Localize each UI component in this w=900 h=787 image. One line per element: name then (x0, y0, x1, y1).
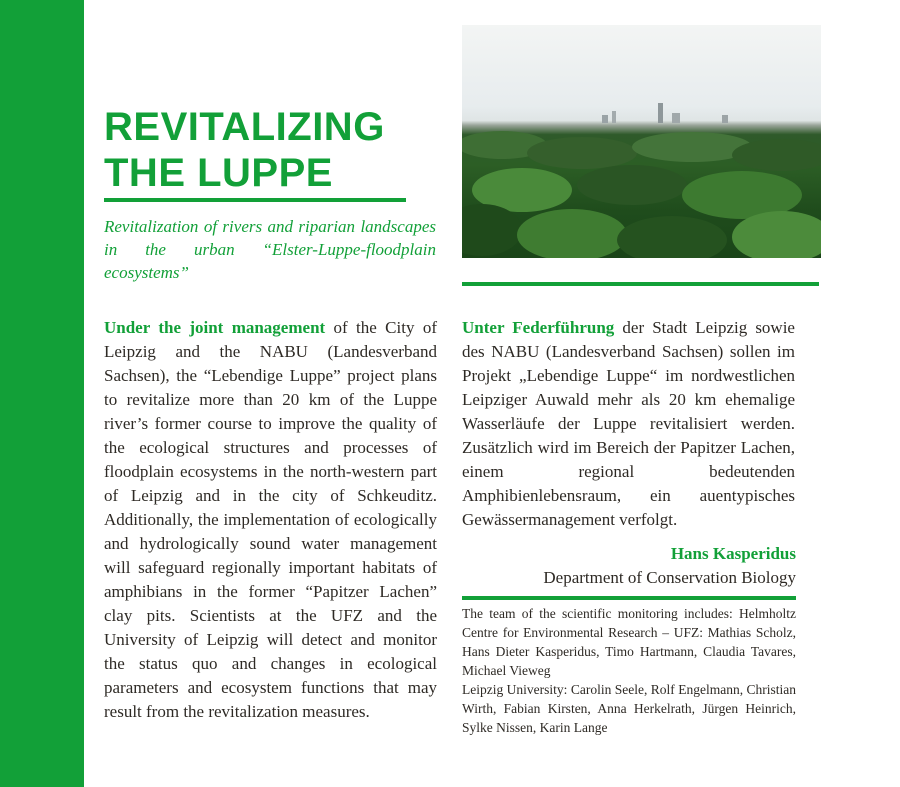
author-block (543, 542, 796, 590)
english-body: of the City of Leipzig and the NABU (Landesverband Sachsen), the “Lebendige Luppe” project plans to revitalize more than 20 km of the Luppe river’s former course to improve the quality of the ecological structures and processes of floodplain ecosystems in the north-western part of Leipzig and in the city of Schkeuditz. Additionally, the implementation of ecologically and hydrologically sound water management will safeguard regionally important habitats of amphibians in the former “Papitzer Lachen” clay pits. Scientists at the UFZ and the University of Leipzig will detect and monitor the status quo and changes in ecological parameters and ecosystem functions that may result from the revitalization measures. (104, 318, 437, 721)
author-name: Hans Kasperidus (670, 544, 796, 563)
team-credits (462, 604, 796, 737)
english-article (104, 316, 437, 724)
forest-skyline-photo (462, 25, 821, 258)
title-line-1: REVITALIZING (104, 105, 385, 149)
team-ufz: The team of the scientific monitoring includes: Helmholtz Centre for Environmental Research – UFZ: Mathias Scholz, Hans Dieter Kasperidus, Timo Hartmann, Claudia Tavares, Michael Vieweg (462, 606, 796, 678)
german-body: der Stadt Leipzig sowie des NABU (Landesverband Sachsen) sollen im Projekt „Lebendige Luppe“ im nordwestlichen Leipziger Auwald mehr als 20 km ehemalige Wasserläufe der Luppe revitalisiert werden. Zusätzlich wird im Bereich der Papitzer Lachen, einem regional bedeutenden Amphibienlebensraum, ein auentypisches Gewässermanagement verfolgt. (462, 318, 795, 529)
green-sidebar-band (0, 0, 84, 787)
english-lead: Under the joint management (104, 318, 326, 337)
author-department: Department of Conservation Biology (543, 568, 796, 587)
photo-underline (462, 282, 819, 286)
german-article (462, 316, 795, 532)
subtitle: Revitalization of rivers and riparian landscapes in the urban “Elster-Luppe-floodplain ecosystems” (104, 217, 436, 282)
team-divider (462, 596, 796, 600)
page-title (104, 104, 434, 196)
title-line-2: THE LUPPE (104, 151, 333, 195)
team-leipzig: Leipzig University: Carolin Seele, Rolf Engelmann, Christian Wirth, Fabian Kirsten, Anna Herkelrath, Jürgen Heinrich, Sylke Nissen, Karin Lange (462, 682, 796, 735)
title-underline (104, 198, 406, 202)
german-lead: Unter Federführung (462, 318, 615, 337)
